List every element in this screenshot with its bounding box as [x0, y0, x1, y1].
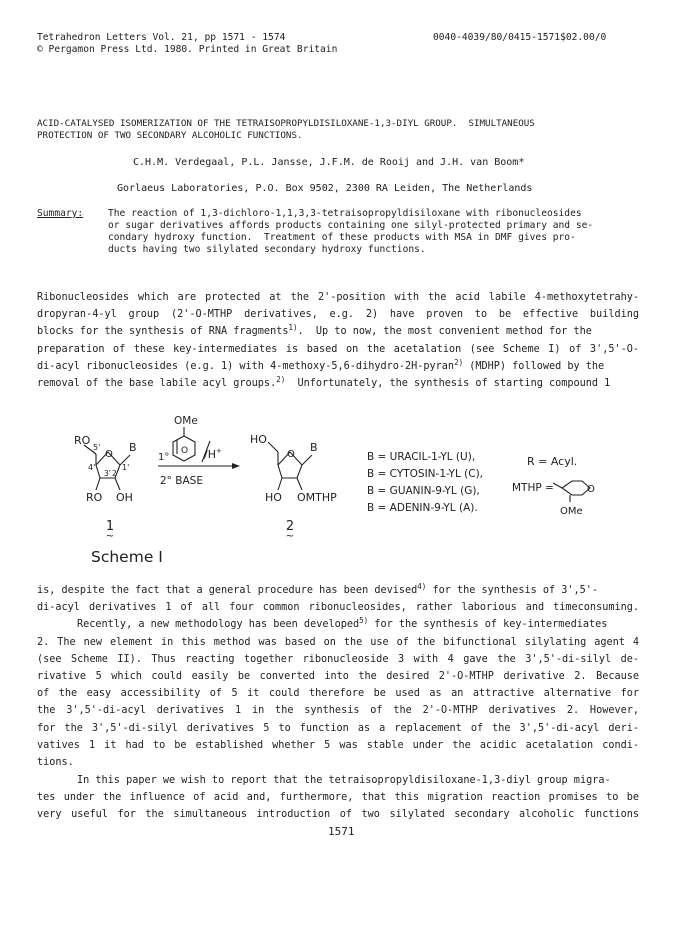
page-number: 1571: [328, 825, 355, 838]
text-line: blocks for the synthesis of RNA fragments$^{1)}$. Up to now, the most convenient method for the: [37, 323, 592, 338]
compound-2-label: 2: [285, 519, 295, 534]
c1-1prime-label: 1': [122, 463, 130, 472]
summary-line: or sugar derivatives affords products containing one silyl-protected primary and se-: [108, 220, 594, 231]
base-definition: B = ADENIN-9-YL (A).: [367, 502, 478, 514]
citation-sup: 5): [359, 616, 369, 626]
c2-base-label: B: [310, 441, 318, 454]
citation-sup: 2): [454, 357, 464, 367]
text-line: preparation of these key-intermediates is based on the acetalation (see Scheme I) of 3',5'-O-: [37, 343, 639, 355]
acid-catalyst: /H+: [204, 447, 222, 461]
text-line: vatives 1 it had to be established whether 5 was stable under the acidic acetalation condi-: [37, 739, 639, 751]
compound-2-tilde: ~: [285, 531, 295, 542]
reaction-arrowhead: [232, 463, 240, 469]
text-line: di-acyl derivatives 1 of all four common ribonucleosides, rather laborious and timeconsuming.: [37, 602, 639, 614]
text-line: tions.: [37, 756, 74, 768]
text-line: the 3',5'-di-acyl derivatives 1 in the synthesis of the 2'-O-MTHP derivatives 2. However,: [37, 705, 639, 717]
step-1-label: 1°: [158, 452, 170, 463]
c1-2prime-label: 2': [112, 469, 119, 478]
mthp-ring-oxygen: O: [587, 484, 595, 495]
base-definition: B = CYTOSIN-1-YL (C),: [367, 468, 484, 480]
mthp-ome-label: OMe: [560, 506, 583, 517]
c1-5prime-label: 5': [93, 443, 101, 452]
summary-line: The reaction of 1,3-dichloro-1,1,3,3-tetraisopropyldisiloxane with ribonucleosides: [108, 208, 582, 219]
mthp-label: MTHP =: [512, 482, 554, 494]
c1-4prime-label: 4': [88, 463, 96, 472]
text-line: (see Scheme II). Thus reacting together ribonucleoside 3 with 4 gave the 3',5'-di-silyl de-: [37, 653, 639, 665]
paragraph-background: [37, 582, 639, 771]
c2-ring-oxygen: O: [287, 449, 295, 460]
step-2-label: 2° BASE: [160, 475, 203, 487]
text-line: di-acyl ribonucleosides (e.g. 1) with 4-methoxy-5,6-dihydro-2H-pyran$^{2)}$ (MDHP) followed by the: [37, 357, 605, 372]
c1-3prime-label: 3': [104, 469, 111, 478]
c2-ho3-label: HO: [265, 491, 282, 504]
base-definition: B = GUANIN-9-YL (G),: [367, 485, 480, 497]
summary-label: Summary:: [37, 208, 84, 219]
text-line: tes under the influence of acid and, furthermore, that this migration reaction promises to be: [37, 792, 639, 804]
text-line: Recently, a new methodology has been developed$^{5)}$ for the synthesis of key-intermediates: [77, 616, 608, 631]
authors: C.H.M. Verdegaal, P.L. Jansse, J.F.M. de Rooij and J.H. van Boom*: [133, 157, 525, 168]
base-definition: B = URACIL-1-YL (U),: [367, 451, 476, 463]
text-line: rivative 5 which could easily be converted into the desired 2'-O-MTHP derivative 2. Because: [37, 670, 639, 682]
text-line: 2. The new element in this method was based on the use of the bifunctional silylating agent 4: [37, 636, 639, 648]
text-line: very useful for the simultaneous introduction of two silylated secondary alcoholic functions: [37, 809, 639, 821]
compound-1-label: 1: [105, 519, 115, 534]
mdhp-ome-label: OMe: [174, 415, 198, 427]
citation-sup: 4): [417, 582, 427, 591]
mdhp-ring-oxygen: O: [181, 446, 189, 456]
text-line: dropyran-4-yl group (2'-O-MTHP derivatives, e.g. 2) have proven to be effective building: [37, 309, 639, 321]
citation-sup: 2): [276, 374, 286, 384]
mthp-structure: [553, 481, 590, 502]
c1-ro3-label: RO: [86, 491, 103, 504]
publisher-line: © Pergamon Press Ltd. 1980. Printed in Great Britain: [37, 44, 338, 55]
citation-sup: 1): [288, 323, 298, 333]
text-line: of the easy accessibility of 5 it could therefore be used as an attractive alternative for: [37, 688, 639, 700]
r-definition: R = Acyl.: [527, 455, 578, 468]
article-code: 0040-4039/80/0415-1571$02.00/0: [433, 32, 607, 43]
title-line-2: PROTECTION OF TWO SECONDARY ALCOHOLIC FUNCTIONS.: [37, 130, 303, 141]
text-line: In this paper we wish to report that the tetraisopropyldisiloxane-1,3-diyl group migra-: [77, 775, 611, 786]
summary-line: ducts having two silylated secondary hydroxy functions.: [108, 244, 426, 255]
c1-ro5-label: RO: [74, 434, 91, 447]
text-line: is, despite the fact that a general procedure has been devised$^{4)}$ for the synthesis of 3',5'-: [37, 582, 599, 596]
c2-ho5-label: HO: [250, 433, 267, 446]
paragraph-intro: [37, 289, 639, 392]
scheme-1-diagram: [60, 410, 640, 575]
paragraph-aim: [37, 772, 639, 824]
scheme-caption: Scheme I: [91, 548, 163, 566]
c1-ring-oxygen: O: [105, 449, 113, 460]
c1-base-label: B: [129, 441, 137, 454]
c1-oh-label: OH: [116, 491, 133, 504]
journal-citation: Tetrahedron Letters Vol. 21, pp 1571 - 1574: [37, 32, 286, 43]
summary-line: condary hydroxy function. Treatment of these products with MSA in DMF gives pro-: [108, 232, 576, 243]
compound-1-tilde: ~: [105, 531, 115, 542]
c2-omthp-label: OMTHP: [297, 491, 337, 504]
affiliation: Gorlaeus Laboratories, P.O. Box 9502, 2300 RA Leiden, The Netherlands: [117, 183, 533, 194]
text-line: Ribonucleosides which are protected at the 2'-position with the acid labile 4-methoxytetrahy-: [37, 292, 639, 303]
text-line: removal of the base labile acyl groups.$^{2)}$ Unfortunately, the synthesis of starting compound 1: [37, 374, 611, 389]
text-line: for the 3',5'-di-silyl derivatives 5 to function as a replacement of the 3',5'-di-acyl deri-: [37, 722, 639, 734]
title-line-1: ACID-CATALYSED ISOMERIZATION OF THE TETRAISOPROPYLDISILOXANE-1,3-DIYL GROUP. SIMULTANEOUS: [37, 118, 535, 129]
